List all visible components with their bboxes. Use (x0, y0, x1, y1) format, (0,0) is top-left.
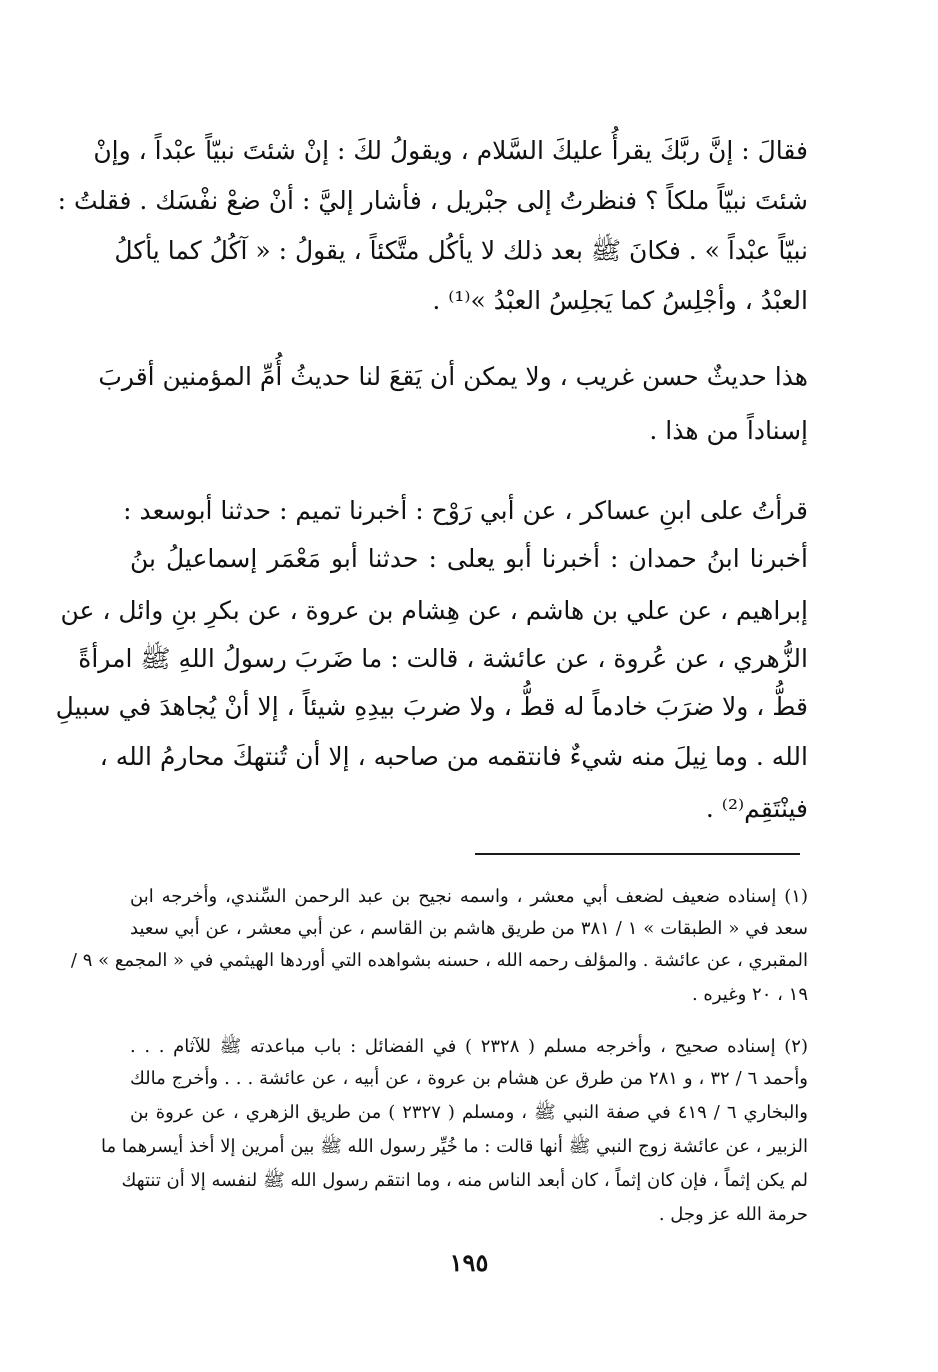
page-number: ١٩٥ (449, 1248, 489, 1277)
paragraph3-line-3: إبراهيم ، عن علي بن هاشم ، عن هِشام بن عروة ، عن بكرِ بنِ وائل ، عن (60, 596, 808, 625)
footnote2-line-2: وأحمد ٦ / ٣٢ ، و ٢٨١ من طرق عن هشام بن عروة ، عن أبيه ، عن عائشة . . . وأخرج مالك (130, 1068, 808, 1089)
paragraph3-line-2: أخبرنا ابنُ حمدان : أخبرنا أبو يعلى : حدثنا أبو مَعْمَر إسماعيلُ بنُ (130, 544, 808, 573)
paragraph1-line-2: شئتَ نبيّاً ملكاً ؟ فنظرتُ إلى جبْريل ، فأشار إليَّ : أنْ ضعْ نفْسَك . فقلتُ : (57, 186, 808, 215)
paragraph3-line-7: فينْتَقِم⁽²⁾ . (705, 794, 808, 823)
paragraph1-line-3: نبيّاً عبْداً » . فكانَ ﷺ بعد ذلك لا يأكُل متَّكئاً ، يقولُ : « آكُلُ كما يأكلُ (114, 236, 808, 265)
footnote1-line-3: المقبري ، عن عائشة . والمؤلف رحمه الله ، حسنه بشواهده التي أوردها الهيثمي في « المجمع » ٩ / (70, 950, 808, 971)
paragraph1-line-4: العبْدُ ، وأجْلِسُ كما يَجلِسُ العبْدُ »⁽¹⁾ . (432, 286, 808, 315)
footnote1-line-4: ١٩ ، ٢٠ وغيره . (691, 984, 808, 1005)
footnote1-line-2: سعد في « الطبقات » ١ / ٣٨١ من طريق هاشم بن القاسم ، عن أبي معشر ، عن أبي سعيد (130, 918, 808, 939)
footnote2-line-6: حرمة الله عز وجل . (658, 1204, 808, 1225)
footnote2-line-5: لم يكن إثماً ، فإن كان إثماً ، كان أبعد الناس منه ، وما انتقم رسول الله ﷺ لنفسه إلا أن تنتهك (121, 1170, 808, 1191)
paragraph2-line-1: هذا حديثٌ حسن غريب ، ولا يمكن أن يَقعَ لنا حديثُ أُمِّ المؤمنين أقربَ (98, 362, 808, 391)
footnote2-line-4: الزبير ، عن عائشة زوج النبي ﷺ أنها قالت : ما خُيِّر رسول الله ﷺ بين أمرين إلا أخذ أيسرهما ما (100, 1136, 808, 1157)
footnote2-line-3: والبخاري ٦ / ٤١٩ في صفة النبي ﷺ ، ومسلم ( ٢٣٢٧ ) من طريق الزهري ، عن عروة بن (130, 1102, 809, 1123)
paragraph3-line-1: قرأتُ على ابنِ عساكر ، عن أبي رَوْح : أخبرنا تميم : حدثنا أبوسعد : (123, 496, 808, 525)
footnote1-line-1: (١) إسناده ضعيف لضعف أبي معشر ، واسمه نجيح بن عبد الرحمن السِّندي، وأخرجه ابن (130, 886, 808, 907)
footnote2-line-1: (٢) إسناده صحيح ، وأخرجه مسلم ( ٢٣٢٨ ) في الفضائل : باب مباعدته ﷺ للآثام . . . (130, 1036, 808, 1057)
footnote-divider (475, 853, 800, 855)
paragraph3-line-5: قطُّ ، ولا ضرَبَ خادماً له قطُّ ، ولا ضربَ بيدِهِ شيئاً ، إلا أنْ يُجاهدَ في سبيلِ (55, 692, 808, 721)
paragraph1-line-1: فقالَ : إنَّ ربَّكَ يقرأُ عليكَ السَّلام ، ويقولُ لكَ : إنْ شئتَ نبيّاً عبْداً ، وإنْ (93, 136, 808, 165)
paragraph3-line-6: الله . وما نِيلَ منه شيءٌ فانتقمه من صاحبه ، إلا أن تُنتهكَ محارمُ الله ، (99, 742, 808, 771)
paragraph2-line-2: إسناداً من هذا . (649, 416, 808, 445)
paragraph3-line-4: الزُّهري ، عن عُروة ، عن عائشة ، قالت : ما ضَربَ رسولُ اللهِ ﷺ امرأةً (78, 644, 808, 673)
